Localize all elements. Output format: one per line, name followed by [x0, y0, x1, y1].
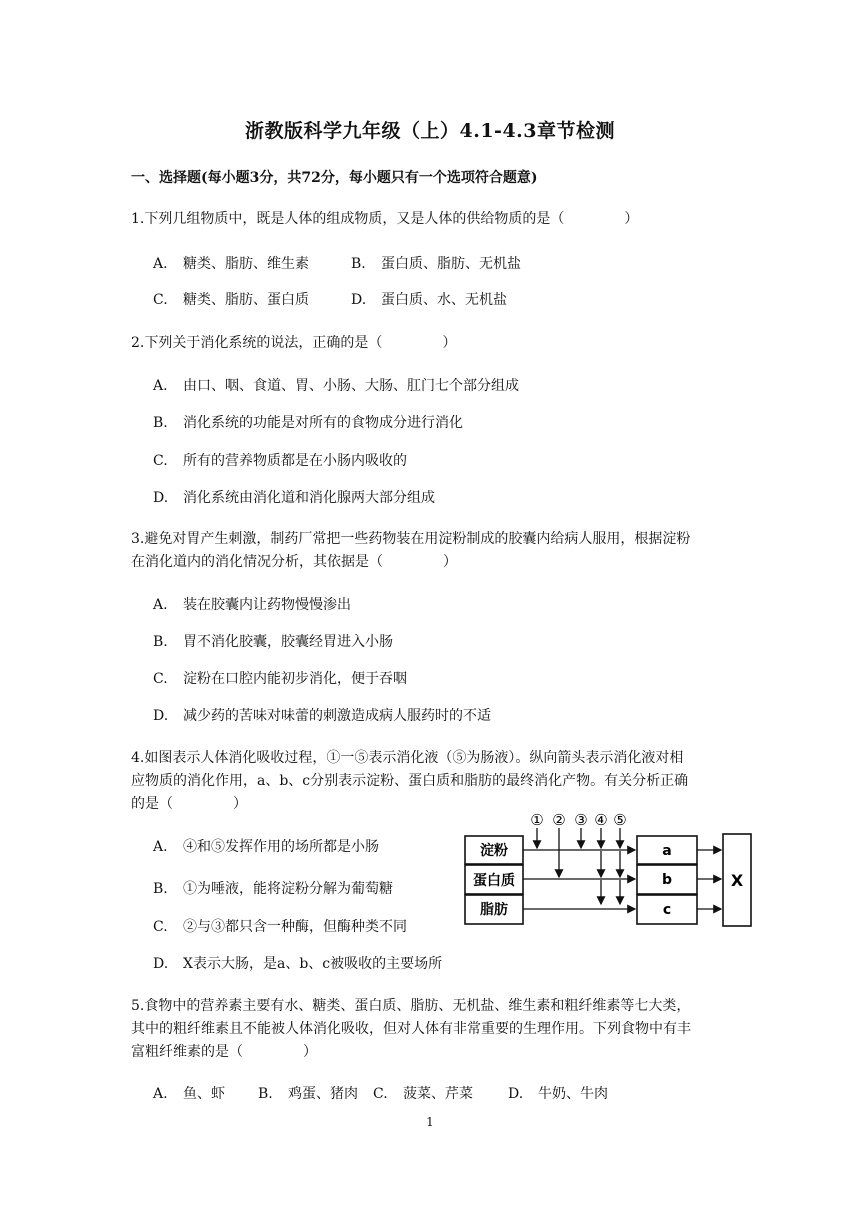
q2-option-a: A. 由口、咽、食道、胃、小肠、大肠、肛门七个部分组成	[153, 378, 519, 394]
q3-option-a: A. 装在胶囊内让药物慢慢渗出	[153, 597, 351, 613]
q4-option-c: C. ②与③都只含一种酶，但酶种类不同	[153, 919, 407, 935]
q4-option-d: D. X表示大肠，是a、b、c被吸收的主要场所	[153, 956, 443, 972]
fluid-label-2: ②	[552, 811, 566, 829]
q5-option-a: A. 鱼、虾	[153, 1086, 225, 1102]
q1-option-b: B. 蛋白质、脂肪、无机盐	[351, 256, 521, 272]
q5-option-d: D. 牛奶、牛肉	[508, 1086, 608, 1102]
fluid-label-1: ①	[530, 811, 544, 829]
q3-option-d: D. 减少药的苦味对味蕾的刺激造成病人服药时的不适	[153, 708, 491, 724]
nutrient-label-fat: 脂肪	[480, 902, 508, 918]
question-3-stem-line2: 在消化道内的消化情况分析，其依据是（ ）	[131, 554, 457, 570]
q1-option-d: D. 蛋白质、水、无机盐	[351, 292, 507, 308]
question-4-stem-line2: 应物质的消化作用，a、b、c分别表示淀粉、蛋白质和脂肪的最终消化产物。有关分析正确	[131, 773, 689, 789]
question-5-stem-line3: 富粗纤维素的是（ ）	[131, 1044, 317, 1060]
page-number: 1	[426, 1115, 434, 1129]
question-4-stem-line3: 的是（ ）	[131, 796, 247, 812]
q4-option-a: A. ④和⑤发挥作用的场所都是小肠	[153, 839, 379, 855]
q3-option-c: C. 淀粉在口腔内能初步消化，便于吞咽	[153, 671, 407, 687]
nutrient-label-protein: 蛋白质	[473, 873, 515, 889]
q4-option-b: B. ①为唾液，能将淀粉分解为葡萄糖	[153, 881, 393, 897]
nutrient-label-starch: 淀粉	[480, 843, 508, 859]
q1-option-a: A. 糖类、脂肪、维生素	[153, 256, 309, 272]
product-label-c: c	[662, 902, 672, 918]
question-2-stem: 2.下列关于消化系统的说法，正确的是（ ）	[131, 335, 457, 351]
fluid-label-4: ④	[594, 811, 608, 829]
question-3-stem-line1: 3.避免对胃产生刺激，制药厂常把一些药物装在用淀粉制成的胶囊内给病人服用，根据淀粉	[131, 531, 691, 547]
question-4-stem-line1: 4.如图表示人体消化吸收过程，①一⑤表示消化液（⑤为肠液）。纵向箭头表示消化液对相	[131, 750, 684, 766]
q3-option-b: B. 胃不消化胶囊，胶囊经胃进入小肠	[153, 634, 393, 650]
q1-option-c: C. 糖类、脂肪、蛋白质	[153, 292, 309, 308]
digestion-diagram	[462, 808, 754, 934]
section-heading: 一、选择题(每小题3分，共72分，每小题只有一个选项符合题意)	[131, 170, 538, 186]
question-5-stem-line1: 5.食物中的营养素主要有水、糖类、蛋白质、脂肪、无机盐、维生素和粗纤维素等七大类，	[131, 998, 691, 1014]
q2-option-c: C. 所有的营养物质都是在小肠内吸收的	[153, 453, 407, 469]
q5-option-b: B. 鸡蛋、猪肉	[258, 1086, 358, 1102]
question-5-stem-line2: 其中的粗纤维素且不能被人体消化吸收，但对人体有非常重要的生理作用。下列食物中有丰	[131, 1021, 691, 1037]
site-label-x: X	[730, 871, 744, 890]
q2-option-b: B. 消化系统的功能是对所有的食物成分进行消化	[153, 415, 463, 431]
page-title: 浙教版科学九年级（上）4.1-4.3章节检测	[245, 120, 615, 142]
question-1-stem: 1.下列几组物质中，既是人体的组成物质，又是人体的供给物质的是（ ）	[131, 211, 639, 227]
q2-option-d: D. 消化系统由消化道和消化腺两大部分组成	[153, 490, 435, 506]
q5-option-c: C. 菠菜、芹菜	[373, 1086, 473, 1102]
fluid-label-5: ⑤	[613, 811, 627, 829]
fluid-label-3: ③	[574, 811, 588, 829]
product-label-b: b	[661, 872, 673, 888]
product-label-a: a	[662, 843, 672, 859]
